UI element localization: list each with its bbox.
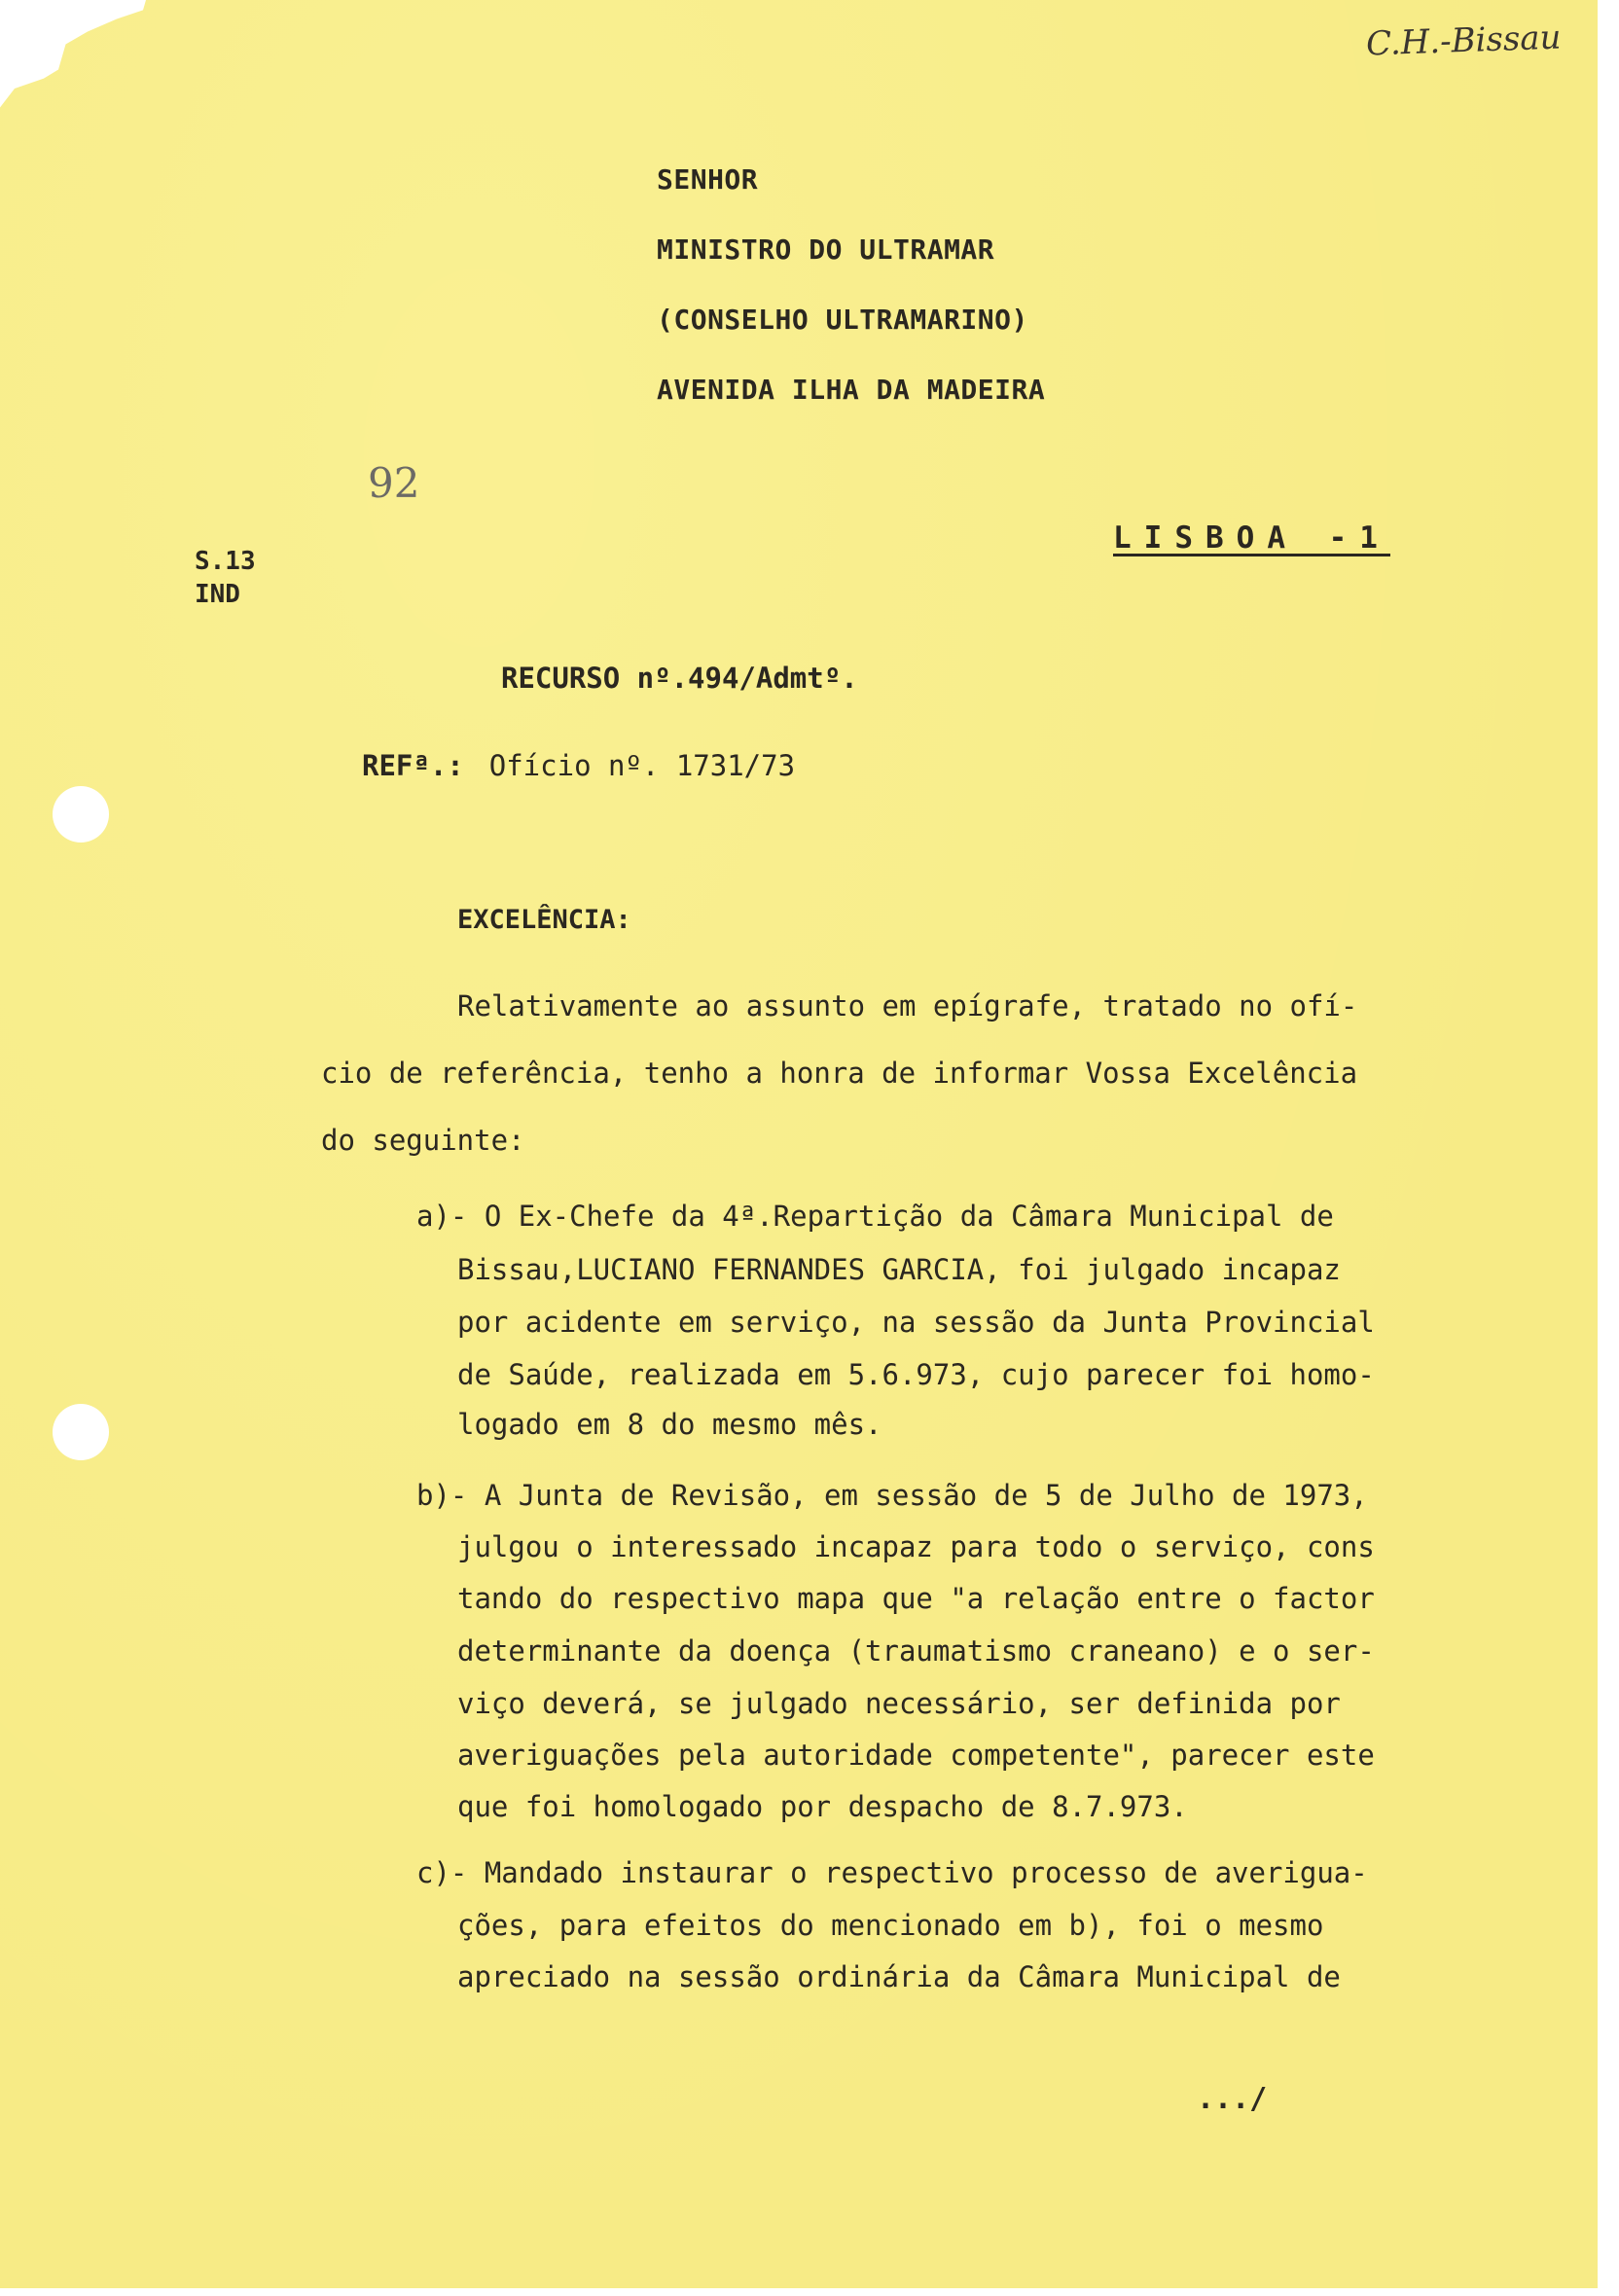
addressee-line: AVENIDA ILHA DA MADEIRA bbox=[657, 374, 1046, 406]
sender-ref-line: IND bbox=[195, 580, 240, 609]
reference-label: REFª.: bbox=[362, 749, 464, 782]
addressee-line: SENHOR bbox=[657, 163, 759, 196]
body-line: cio de referência, tenho a honra de informar Vossa Excelência bbox=[321, 1057, 1358, 1090]
place-date: LISBOA -1 bbox=[1113, 520, 1390, 556]
handwritten-note: C.H.-Bissau bbox=[1364, 18, 1562, 64]
item-c-line: apreciado na sessão ordinária da Câmara Municipal de bbox=[457, 1960, 1341, 1993]
item-c-line: ções, para efeitos do mencionado em b), foi o mesmo bbox=[457, 1909, 1324, 1942]
item-b-line: determinante da doença (traumatismo craneano) e o ser- bbox=[457, 1634, 1375, 1668]
item-b-line: julgou o interessado incapaz para todo o serviço, cons bbox=[457, 1530, 1375, 1563]
stamp-number: 92 bbox=[368, 459, 420, 507]
item-b-line: tando do respectivo mapa que "a relação entre o factor bbox=[457, 1582, 1375, 1615]
addressee-line: (CONSELHO ULTRAMARINO) bbox=[657, 304, 1028, 336]
item-a-line: de Saúde, realizada em 5.6.973, cujo parecer foi homo- bbox=[457, 1358, 1375, 1391]
item-a-line: Bissau,LUCIANO FERNANDES GARCIA, foi julgado incapaz bbox=[457, 1253, 1341, 1286]
item-b-line: que foi homologado por despacho de 8.7.973. bbox=[457, 1790, 1188, 1823]
reference-value: Ofício nº. 1731/73 bbox=[488, 749, 796, 782]
sender-ref-line: S.13 bbox=[195, 547, 256, 576]
recurso-number: RECURSO nº.494/Admtº. bbox=[501, 662, 858, 695]
body-line: Relativamente ao assunto em epígrafe, tratado no ofí- bbox=[457, 989, 1358, 1022]
punch-hole bbox=[53, 1404, 109, 1460]
greeting: EXCELÊNCIA: bbox=[457, 905, 631, 935]
addressee-line: MINISTRO DO ULTRAMAR bbox=[657, 233, 995, 266]
torn-corner bbox=[0, 0, 146, 126]
addressee-block bbox=[657, 163, 1045, 444]
continuation-mark: .../ bbox=[1197, 2082, 1268, 2116]
item-a-line: logado em 8 do mesmo mês. bbox=[457, 1408, 882, 1441]
body-line: do seguinte: bbox=[321, 1124, 525, 1157]
punch-hole bbox=[53, 786, 109, 843]
item-a-line: por acidente em serviço, na sessão da Junta Provincial bbox=[457, 1306, 1375, 1339]
reference-line bbox=[362, 749, 795, 782]
item-a-line: a)- O Ex-Chefe da 4ª.Repartição da Câmara Municipal de bbox=[416, 1200, 1334, 1233]
item-b-line: b)- A Junta de Revisão, em sessão de 5 de Julho de 1973, bbox=[416, 1479, 1368, 1512]
item-c-line: c)- Mandado instaurar o respectivo processo de averigua- bbox=[416, 1856, 1368, 1889]
item-b-line: averiguações pela autoridade competente", parecer este bbox=[457, 1739, 1375, 1772]
item-b-line: viço deverá, se julgado necessário, ser definida por bbox=[457, 1687, 1341, 1720]
sender-reference bbox=[195, 545, 256, 611]
